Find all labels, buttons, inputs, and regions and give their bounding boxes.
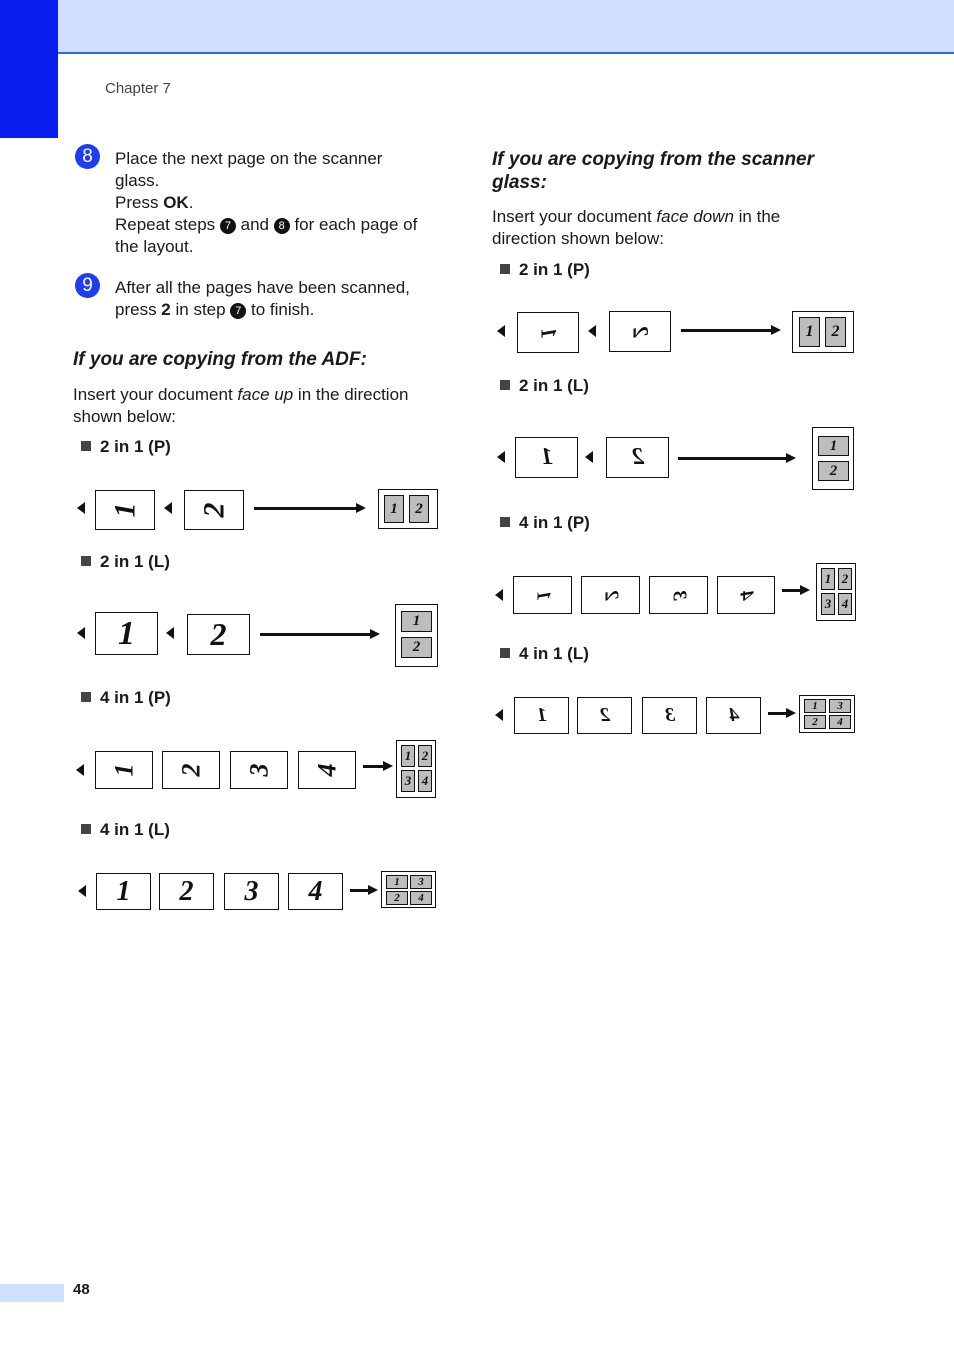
result-page bbox=[378, 489, 438, 529]
step-8-text bbox=[115, 148, 450, 258]
page-box-3 bbox=[230, 751, 288, 789]
step-ref-8: 8 bbox=[274, 218, 290, 234]
page-box-1 bbox=[95, 490, 155, 530]
page-number: 2 bbox=[628, 326, 653, 337]
page-box-2 bbox=[609, 311, 671, 352]
step-9-text bbox=[115, 277, 450, 321]
result-cell: 2 bbox=[804, 715, 826, 729]
page-number: 2 bbox=[631, 444, 644, 470]
step-number-8: 8 bbox=[75, 144, 100, 169]
press-suffix: . bbox=[188, 193, 194, 212]
layout-text: 2 in 1 (L) bbox=[100, 552, 170, 571]
page-number: 1 bbox=[532, 590, 554, 600]
adf-layout-label-2 bbox=[81, 552, 170, 572]
page-number: 1 bbox=[109, 763, 138, 777]
page-box-2 bbox=[184, 490, 244, 530]
page-number: 4 bbox=[312, 763, 341, 777]
glass-layout-label-2 bbox=[500, 376, 589, 396]
layout-text: 4 in 1 (P) bbox=[519, 513, 590, 532]
page-box-4 bbox=[717, 576, 775, 614]
intro-suffix: in the direction bbox=[293, 385, 409, 404]
page-box-4: 4 bbox=[288, 873, 343, 910]
result-cell: 4 bbox=[829, 715, 851, 729]
page-box-3: 3 bbox=[224, 873, 279, 910]
page-number: 3 bbox=[668, 590, 690, 600]
step-8-line5: the layout. bbox=[115, 237, 194, 256]
glass-layout-label-3 bbox=[500, 513, 590, 533]
page-box-1 bbox=[513, 576, 572, 614]
repeat-suffix: for each page of bbox=[289, 215, 418, 234]
result-cell: 3 bbox=[821, 593, 835, 615]
page-box-4 bbox=[706, 697, 761, 734]
result-cell: 1 bbox=[818, 436, 849, 456]
arrow-icon bbox=[350, 889, 370, 892]
feed-direction-icon bbox=[166, 627, 174, 639]
layout-text: 2 in 1 (P) bbox=[100, 437, 171, 456]
result-cell: 2 bbox=[818, 461, 849, 481]
adf-layout-label-4 bbox=[81, 820, 170, 840]
page-box-1 bbox=[515, 437, 578, 478]
page-number: 2 bbox=[176, 763, 205, 777]
page-number: 2 bbox=[600, 590, 622, 600]
intro-em: face down bbox=[656, 207, 734, 226]
arrow-icon bbox=[363, 765, 385, 768]
page-box-1: 1 bbox=[96, 873, 151, 910]
glass-intro bbox=[492, 206, 872, 250]
arrow-icon bbox=[782, 589, 802, 592]
feed-direction-icon bbox=[77, 502, 85, 514]
key-2: 2 bbox=[161, 300, 171, 319]
page-box-1 bbox=[514, 697, 569, 734]
result-page bbox=[799, 695, 855, 733]
adf-layout-label-1 bbox=[81, 437, 171, 457]
feed-direction-icon bbox=[585, 451, 593, 463]
result-cell: 1 bbox=[804, 699, 826, 713]
result-cell: 1 bbox=[401, 611, 432, 632]
page-number-band bbox=[0, 1284, 64, 1302]
result-cell: 2 bbox=[838, 568, 852, 590]
result-cell: 3 bbox=[829, 699, 851, 713]
glass-heading bbox=[492, 148, 872, 194]
page-number: 4 bbox=[735, 590, 758, 600]
result-cell: 2 bbox=[418, 745, 432, 767]
intro-line2: direction shown below: bbox=[492, 229, 664, 248]
page-number: 48 bbox=[73, 1281, 90, 1298]
chapter-label: Chapter 7 bbox=[105, 80, 171, 97]
intro-suffix: in the bbox=[733, 207, 781, 226]
result-cell: 3 bbox=[401, 770, 415, 792]
result-page bbox=[396, 740, 436, 798]
page-number: 4 bbox=[728, 704, 739, 726]
feed-direction-icon bbox=[495, 589, 503, 601]
arrow-icon bbox=[678, 457, 788, 460]
page-number: 1 bbox=[536, 327, 561, 338]
step-9-press bbox=[115, 299, 450, 321]
feed-direction-icon bbox=[497, 325, 505, 337]
result-cell: 4 bbox=[838, 593, 852, 615]
press-prefix: press bbox=[115, 300, 162, 319]
result-cell: 1 bbox=[386, 875, 408, 889]
step-ref-7: 7 bbox=[230, 303, 246, 319]
press-mid: in step bbox=[170, 300, 231, 319]
step-ref-7: 7 bbox=[220, 218, 236, 234]
intro-em: face up bbox=[237, 385, 294, 404]
feed-direction-icon bbox=[588, 325, 596, 337]
feed-direction-icon bbox=[76, 764, 84, 776]
page-box-2 bbox=[606, 437, 669, 478]
page-box-1: 1 bbox=[95, 612, 158, 655]
arrow-icon bbox=[254, 507, 358, 510]
result-page bbox=[381, 871, 436, 908]
arrow-icon bbox=[768, 712, 788, 715]
result-page bbox=[816, 563, 856, 621]
page-number: 3 bbox=[664, 704, 675, 726]
step-8-line2: glass. bbox=[115, 171, 160, 190]
heading-line1: If you are copying from the scanner bbox=[492, 149, 815, 170]
intro-prefix: Insert your document bbox=[73, 385, 238, 404]
step-number-9: 9 bbox=[75, 273, 100, 298]
page-number: 1 bbox=[536, 704, 547, 726]
result-cell: 1 bbox=[799, 317, 820, 347]
page-box-2 bbox=[162, 751, 220, 789]
result-cell: 3 bbox=[410, 875, 432, 889]
result-cell: 2 bbox=[401, 637, 432, 658]
arrow-icon bbox=[260, 633, 372, 636]
page-box-2: 2 bbox=[159, 873, 214, 910]
adf-heading: If you are copying from the ADF: bbox=[73, 349, 367, 370]
ok-key: OK bbox=[163, 193, 189, 212]
repeat-mid: and bbox=[235, 215, 274, 234]
page-box-1 bbox=[95, 751, 153, 789]
result-cell: 1 bbox=[821, 568, 835, 590]
result-cell: 4 bbox=[418, 770, 432, 792]
page-box-4 bbox=[298, 751, 356, 789]
layout-text: 4 in 1 (L) bbox=[519, 644, 589, 663]
page-box-3 bbox=[642, 697, 697, 734]
result-page bbox=[792, 311, 854, 353]
page-box-1 bbox=[517, 312, 579, 353]
heading-line2: glass: bbox=[492, 172, 547, 193]
page-number: 3 bbox=[244, 763, 273, 777]
press-prefix: Press bbox=[115, 193, 164, 212]
result-page bbox=[812, 427, 854, 490]
intro-line2: shown below: bbox=[73, 407, 177, 426]
step-9-line1: After all the pages have been scanned, bbox=[115, 278, 410, 297]
adf-layout-label-3 bbox=[81, 688, 171, 708]
result-cell: 2 bbox=[386, 891, 408, 905]
chapter-tab bbox=[0, 0, 58, 138]
press-suffix: to finish. bbox=[246, 300, 315, 319]
result-page bbox=[395, 604, 438, 667]
page-box-2 bbox=[577, 697, 632, 734]
step-8-repeat bbox=[115, 214, 450, 236]
glass-layout-label-4 bbox=[500, 644, 589, 664]
result-cell: 1 bbox=[401, 745, 415, 767]
layout-text: 4 in 1 (P) bbox=[100, 688, 171, 707]
feed-direction-icon bbox=[164, 502, 172, 514]
layout-text: 2 in 1 (P) bbox=[519, 260, 590, 279]
step-8-press bbox=[115, 192, 450, 214]
page-number: 1 bbox=[540, 444, 553, 470]
page-number: 2 bbox=[197, 502, 230, 518]
feed-direction-icon bbox=[78, 885, 86, 897]
result-cell: 2 bbox=[825, 317, 846, 347]
step-8-line1: Place the next page on the scanner bbox=[115, 149, 383, 168]
feed-direction-icon bbox=[497, 451, 505, 463]
feed-direction-icon bbox=[77, 627, 85, 639]
feed-direction-icon bbox=[495, 709, 503, 721]
page-number: 1 bbox=[108, 502, 141, 518]
page-number: 2 bbox=[599, 704, 610, 726]
page-box-2: 2 bbox=[187, 614, 250, 655]
result-cell: 1 bbox=[384, 495, 404, 523]
repeat-prefix: Repeat steps bbox=[115, 215, 220, 234]
intro-prefix: Insert your document bbox=[492, 207, 657, 226]
result-cell: 2 bbox=[409, 495, 429, 523]
layout-text: 4 in 1 (L) bbox=[100, 820, 170, 839]
arrow-icon bbox=[681, 329, 773, 332]
page-box-3 bbox=[649, 576, 708, 614]
page-box-2 bbox=[581, 576, 640, 614]
glass-layout-label-1 bbox=[500, 260, 590, 280]
layout-text: 2 in 1 (L) bbox=[519, 376, 589, 395]
header-band bbox=[0, 0, 954, 54]
result-cell: 4 bbox=[410, 891, 432, 905]
adf-intro bbox=[73, 384, 453, 428]
